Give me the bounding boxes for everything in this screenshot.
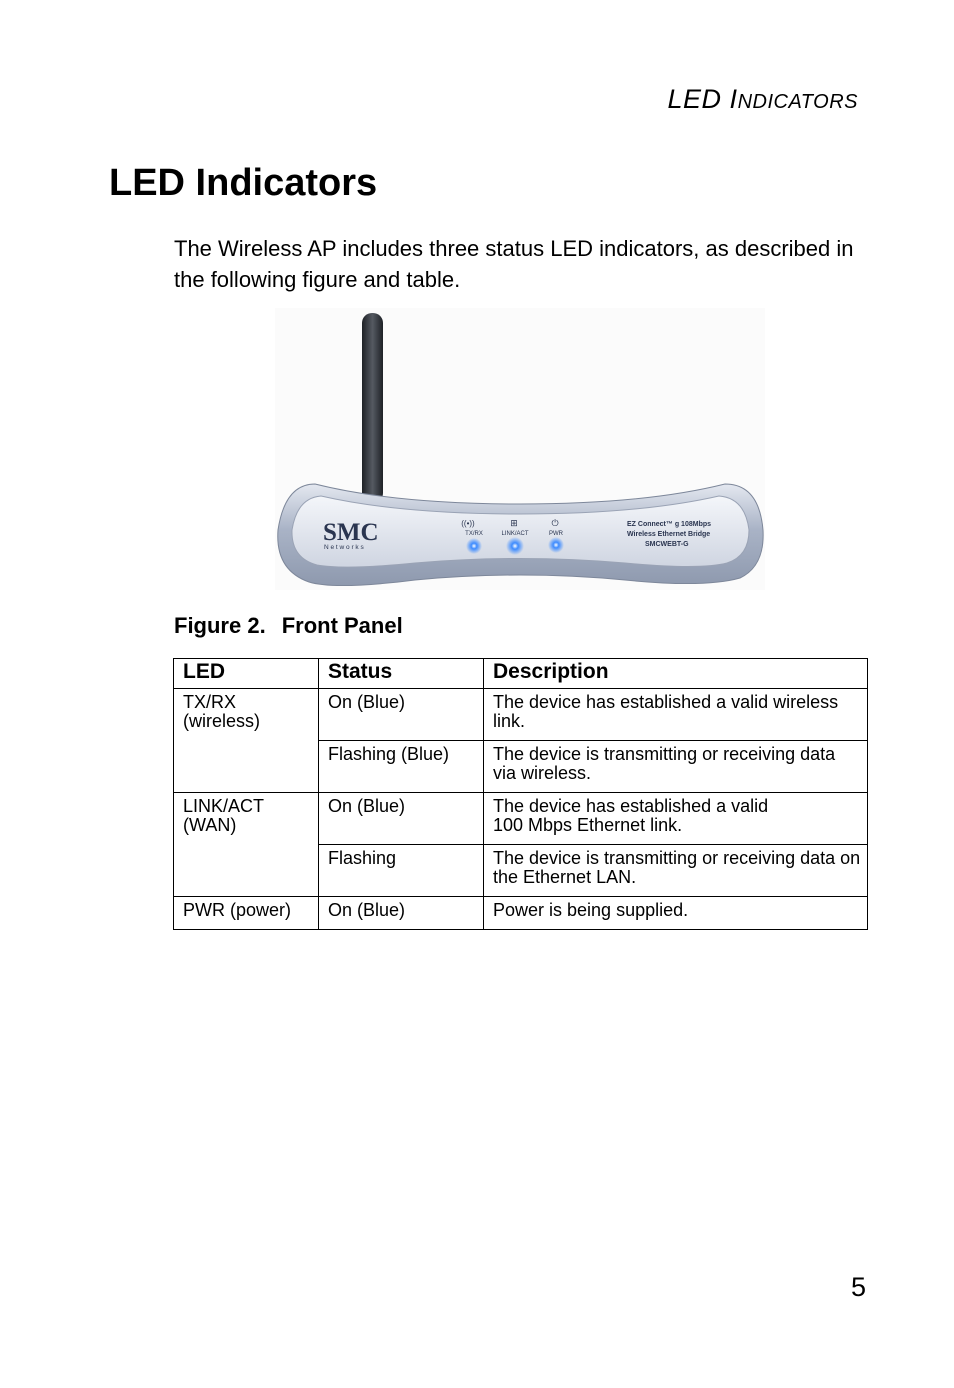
- status-cell: Flashing (Blue): [319, 741, 484, 793]
- led-cell-linkact: [174, 793, 319, 897]
- led-cell-txrx: [174, 689, 319, 793]
- led-label-linkact: LINK/ACT: [501, 531, 529, 537]
- table-header-row: [174, 659, 868, 689]
- table-row: [174, 897, 868, 930]
- led-label-txrx: TX/RX: [465, 531, 483, 537]
- led-label-pwr: PWR: [549, 531, 563, 537]
- led-cell-pwr: PWR (power): [174, 897, 319, 930]
- description-cell: [484, 793, 868, 845]
- status-cell: Flashing: [319, 845, 484, 897]
- led-indicator-table: [173, 658, 868, 930]
- description-cell: Power is being supplied.: [484, 897, 868, 930]
- power-icon: ⏻: [551, 518, 559, 528]
- product-text-line1: EZ Connect™ g 108Mbps: [627, 521, 712, 528]
- table-row: [174, 689, 868, 741]
- status-cell: On (Blue): [319, 689, 484, 741]
- description-line: 100 Mbps Ethernet link.: [493, 815, 683, 835]
- running-header-initial: LED I: [667, 84, 738, 114]
- led-pwr: [548, 537, 564, 553]
- device-front-panel-image: [275, 308, 765, 590]
- page-title: LED Indicators: [109, 162, 378, 204]
- intro-paragraph: The Wireless AP includes three status LED indicators, as described in the following figure and table.: [174, 236, 854, 292]
- led-name: TX/RX: [183, 692, 237, 712]
- led-name: LINK/ACT: [183, 796, 265, 816]
- running-header: [668, 84, 858, 115]
- page-number: 5: [850, 1272, 866, 1302]
- description-line: The device has established a valid: [493, 796, 769, 816]
- antenna: [362, 313, 383, 503]
- description-cell: The device is transmitting or receiving data via wireless.: [484, 741, 868, 793]
- column-header-status: Status: [319, 659, 484, 689]
- column-header-led: LED: [174, 659, 319, 689]
- led-qualifier: (wireless): [183, 711, 261, 731]
- front-panel-figure: [275, 308, 765, 590]
- led-qualifier: (WAN): [183, 815, 237, 835]
- figure-title: Front Panel: [281, 613, 403, 638]
- led-txrx: [466, 538, 482, 554]
- wireless-icon: ((•)): [461, 519, 475, 528]
- device-logo-sub: N e t w o r k s: [324, 544, 364, 551]
- device-logo: SMC: [323, 519, 379, 546]
- product-text-line3: SMCWEBT-G: [645, 541, 689, 548]
- network-icon: ⊞: [510, 518, 518, 528]
- status-cell: On (Blue): [319, 897, 484, 930]
- status-cell: On (Blue): [319, 793, 484, 845]
- product-text-line2: Wireless Ethernet Bridge: [627, 531, 711, 538]
- table-row: [174, 793, 868, 845]
- running-header-rest: NDICATORS: [737, 91, 858, 113]
- led-linkact: [506, 537, 524, 555]
- column-header-description: Description: [484, 659, 868, 689]
- description-cell: The device has established a valid wireless link.: [484, 689, 868, 741]
- figure-number: Figure 2.: [174, 613, 266, 638]
- figure-caption: [174, 613, 403, 639]
- description-cell: The device is transmitting or receiving data on the Ethernet LAN.: [484, 845, 868, 897]
